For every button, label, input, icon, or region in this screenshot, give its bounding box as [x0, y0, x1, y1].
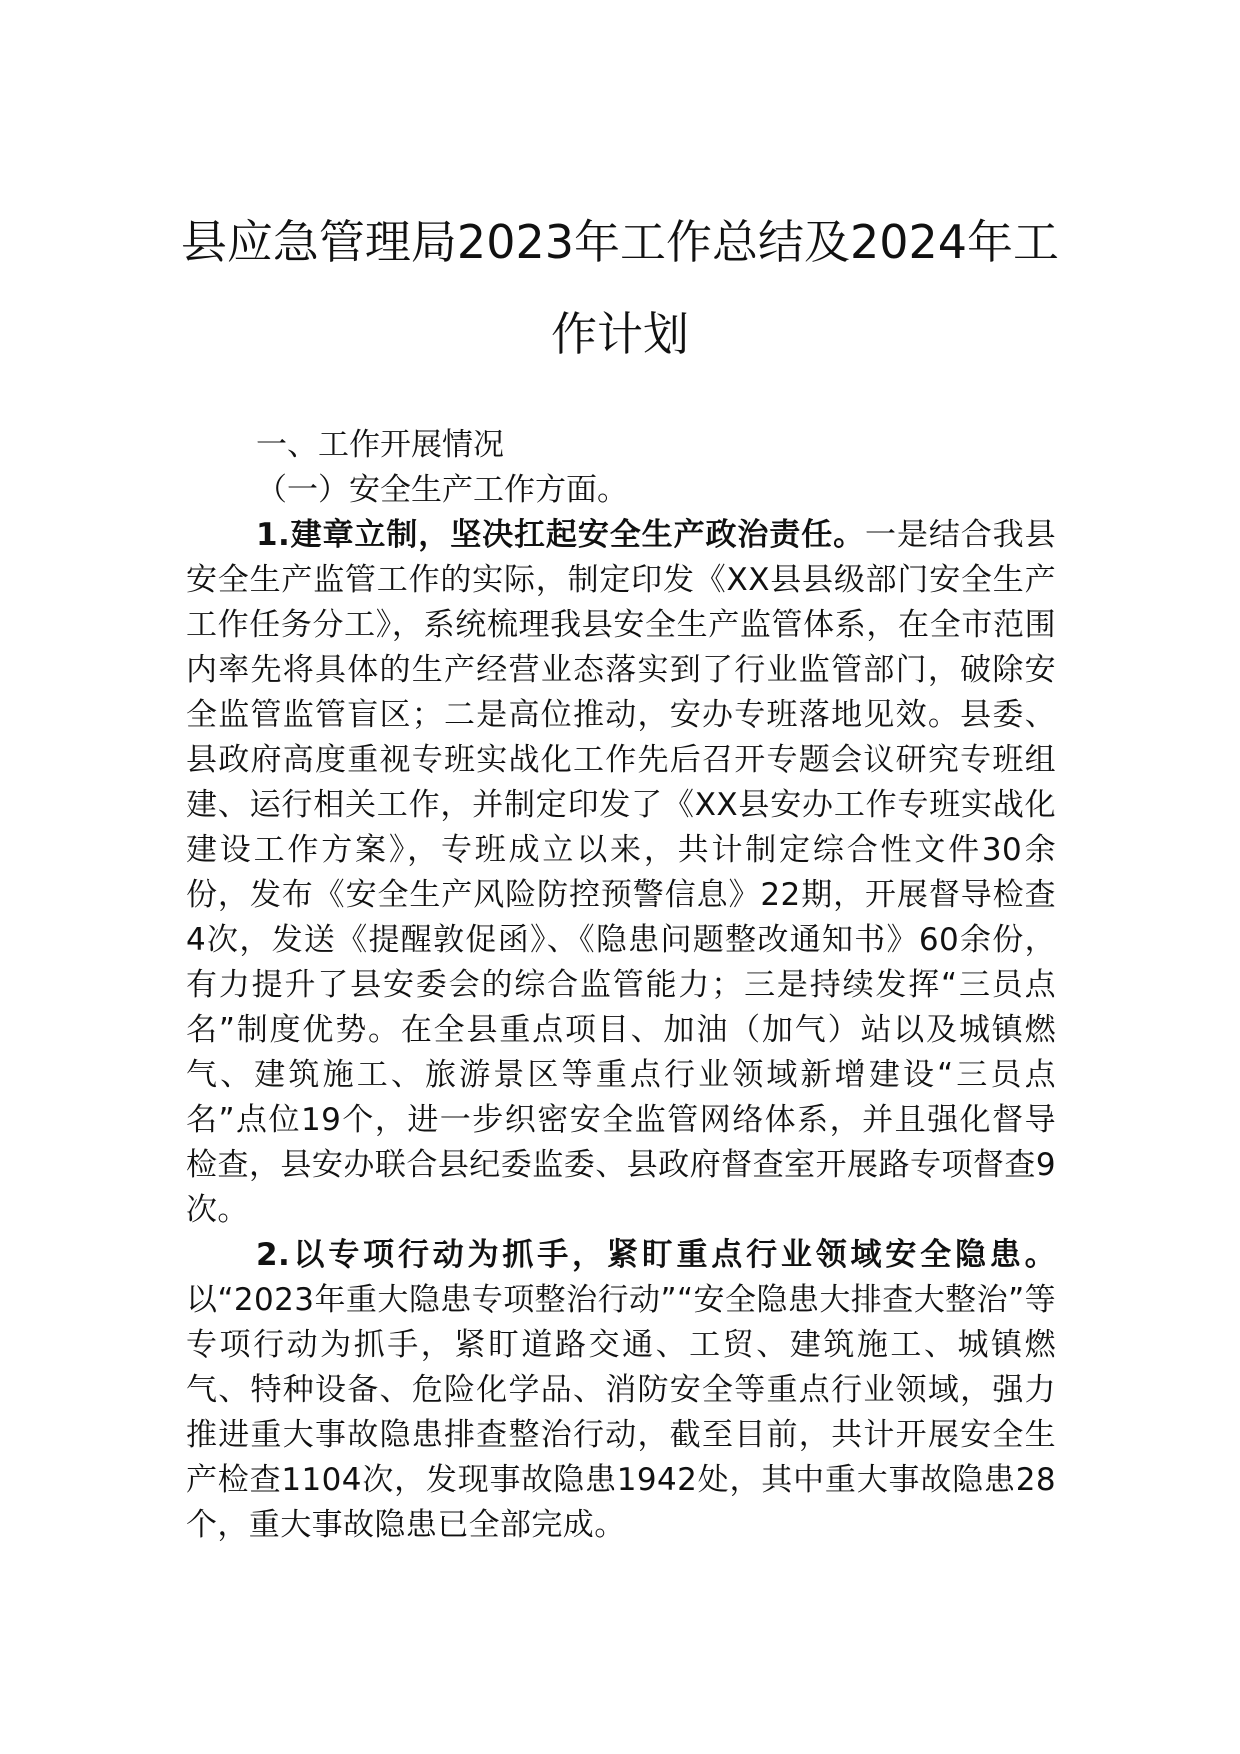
paragraph-2	[186, 1233, 1056, 1548]
document-title-line-2: 作计划	[551, 307, 689, 361]
paragraph-1-body: 一是结合我县安全生产监管工作的实际，制定印发《XX县县级部门安全生产工作任务分工》，系统梳理我县安全生产监管体系，在全市范围内率先将具体的生产经营业态落实到了行业监管部门，破除安全监管监管盲区；二是高位推动，安办专班落地见效。县委、县政府高度重视专班实战化工作先后召开专题会议研究专班组建、运行相关工作，并制定印发了《XX县安办工作专班实战化建设工作方案》，专班成立以来，共计制定综合性文件30余份，发布《安全生产风险防控预警信息》22期，开展督导检查4次，发送《提醒敦促函》、《隐患问题整改通知书》60余份，有力提升了县安委会的综合监管能力；三是持续发挥“三员点名”制度优势。在全县重点项目、加油（加气）站以及城镇燃气、建筑施工、旅游景区等重点行业领域新增建设“三员点名”点位19个，进一步织密安全监管网络体系，并且强化督导检查，县安办联合县纪委监委、县政府督查室开展路专项督查9次。	[186, 517, 1056, 1228]
document-title-line-1: 县应急管理局2023年工作总结及2024年工	[180, 215, 1060, 269]
section-heading: 一、工作开展情况	[256, 427, 504, 463]
subsection-heading: （一）安全生产工作方面。	[256, 472, 628, 508]
paragraph-1	[186, 513, 1056, 1233]
paragraph-2-body: 以“2023年重大隐患专项整治行动”“安全隐患大排查大整治”等专项行动为抓手，紧盯道路交通、工贸、建筑施工、城镇燃气、特种设备、危险化学品、消防安全等重点行业领域，强力推进重大事故隐患排查整治行动，截至目前，共计开展安全生产检查1104次，发现事故隐患1942处，其中重大事故隐患28个，重大事故隐患已全部完成。	[186, 1282, 1056, 1543]
paragraph-2-lead: 2.以专项行动为抓手，紧盯重点行业领域安全隐患。	[256, 1237, 1056, 1273]
document-body	[186, 423, 1056, 1548]
paragraph-1-lead: 1.建章立制，坚决扛起安全生产政治责任。	[256, 517, 866, 553]
